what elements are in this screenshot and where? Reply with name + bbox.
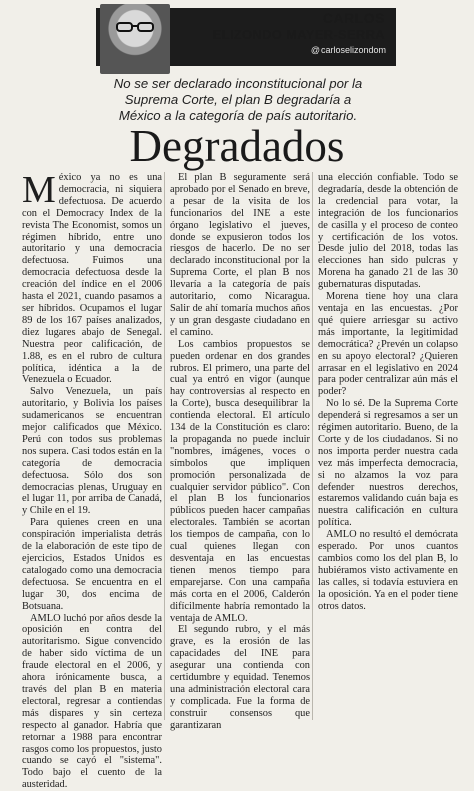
article-column-2 xyxy=(170,172,310,732)
article-headline: Degradados xyxy=(129,121,345,171)
at-icon: @ xyxy=(310,45,320,55)
article-paragraph: No lo sé. De la Suprema Corte dependerá si regresamos a ser un régimen autoritario. Bueno, de la Corte y de los ciudadanos. Si no nos importa perder nuestra cada vez más imperfecta democracia, si no alzamos la voz para defender nuestros derechos, estaremos validando cuán baja es nuestra calificación en cultura política. xyxy=(318,398,458,529)
author-handle-text: carloselizondom xyxy=(320,45,386,55)
article-column-3 xyxy=(318,172,458,613)
article-paragraph: Salvo Venezuela, un país autoritario, y Bolivia los países sudamericanos se encuentran mejor calificados que México. Perú con todos sus problemas nos supera. Casi todos están en la categoría de democracia defectuosa. Sólo dos son democracias plenas, Uruguay en el lugar 11, por arriba de Canadá, y Chile en el 19. xyxy=(22,386,162,517)
article-column-1 xyxy=(22,169,162,791)
article-paragraph: El segundo rubro, y el más grave, es la erosión de las capacidades del INE para asegurar una contienda con certidumbre y equidad. Tenemos una administración electoral cara y complicada. Fue la forma de construir consensos que garantizaran xyxy=(170,624,310,731)
article-deck: No se ser declarado inconstitucional por la Suprema Corte, el plan B degradaría a México a la categoría de país autoritario. xyxy=(113,76,363,123)
article-paragraph: El plan B seguramente será aprobado por el Senado en breve, a pesar de la visita de los funcionarios del INE a este órgano legislativo el jueves, donde se expusieron todos los riesgos de hacerlo. De no ser declarado inconstitucional por la Suprema Corte, el plan B nos llevaría a la categoría de país autoritario, como Nicaragua. Salir de ahí tomaría muchos años y un gran desgaste ciudadano en el camino. xyxy=(170,172,310,338)
article-paragraph: Los cambios propuestos se pueden ordenar en dos grandes rubros. El primero, una parte del cual ya entró en vigor (aunque hay controversias al respecto en la Corte), busca desequilibrar la contienda electoral. El artículo 134 de la Constitución es claro: la propaganda no puede incluir "nombres, imágenes, voces o símbolos que impliquen promoción personalizada de cualquier servidor público". Con el plan B los funcionarios públicos pueden hacer campañas electorales. También se acortan los tiempos de campaña, con lo cual quienes llegan con desventaja en las encuestas tienen menos tiempo para emparejarse. Con una campaña más corta en el 2006, Calderón difícilmente habría remontado la ventaja de AMLO. xyxy=(170,338,310,624)
glasses-icon xyxy=(116,22,154,32)
article-paragraph: Morena tiene hoy una clara ventaja en las encuestas. ¿Por qué quiere arriesgar su activo más importante, la legitimidad democrática? ¿Prevén un colapso en su apoyo electoral? ¿Quieren arrasar en el legislativo en 2024 para poder centralizar aún más el poder? xyxy=(318,291,458,398)
author-first-name: CARLOS xyxy=(322,10,385,26)
drop-cap: M xyxy=(22,169,56,211)
column-divider xyxy=(164,172,165,720)
column-divider xyxy=(312,172,313,720)
article-paragraph: México ya no es una democracia, ni siquiera defectuosa. De acuerdo con el Democracy Index de la revista The Economist, somos un régimen híbrido, entre uno autoritario y una democracia defectuosa. Fuimos una democracia defectuosa desde la creación del índice en el 2006 hasta el 2021, cuando pasamos a ser híbridos. Ocupamos el lugar 89 de los 167 países analizados, diez lugares abajo de Senegal. Nuestra peor calificación, de 1.88, es en el rubro de cultura política, idéntica a la de Venezuela o Ecuador. xyxy=(22,169,162,386)
article-paragraph: Para quienes creen en una conspiración imperialista detrás de la elaboración de este tipo de ejercicios, Estados Unidos es catalogado como una democracia defectuosa. Se encuentra en el lugar 30, dos encima de Botsuana. xyxy=(22,517,162,612)
article-paragraph: AMLO luchó por años desde la oposición en contra del autoritarismo. Sigue convencido de haber sido víctima de un fraude electoral en el 2006, y ahora irónicamente busca, a través del plan B en materia electoral, regresar a contiendas más dispares y sin certeza respecto al ganador. Habría que retornar a 1988 para encontrar rasgos como los propuestos, justo cuando se cayó el "sistema". Todo bajo el cuento de la austeridad. xyxy=(22,612,162,791)
author-photo xyxy=(100,4,170,74)
article-paragraph: una elección confiable. Todo se degradaría, desde la obtención de la credencial para votar, la integración de los funcionarios de casilla y el proceso de conteo y certificación de los votos. Desde julio del 2018, todas las elecciones han sido pulcras y Morena ha ganado 21 de las 30 gubernaturas disputadas. xyxy=(318,172,458,291)
author-handle xyxy=(276,45,386,55)
article-paragraph: AMLO no resultó el demócrata esperado. Por unos cuantos cambios como los del plan B, lo hubiéramos visto activamente en las calles, si todavía estuviera en la oposición. Ya en el poder tiene otros datos. xyxy=(318,529,458,612)
author-last-name: ELIZONDO MAYER-SERRA xyxy=(212,27,385,42)
